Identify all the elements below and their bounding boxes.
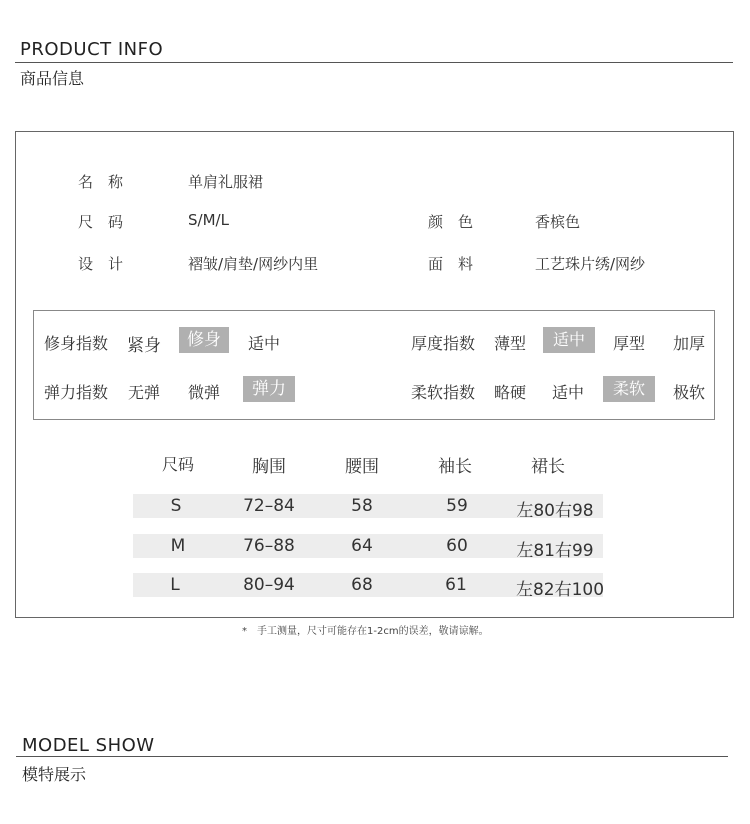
color-label: 颜 色 [428,213,474,231]
table-cell: 58 [351,496,373,516]
table-cell: 64 [351,536,373,556]
fabric-label: 面 料 [428,255,474,273]
table-cell: 72–84 [243,496,295,516]
elasticity-option-slight: 微弹 [188,383,221,402]
table-header-length: 裙长 [531,457,565,477]
table-cell: 60 [446,536,468,556]
fit-label: 修身指数 [44,334,109,353]
fit-option-regular: 适中 [248,334,281,353]
table-header-bust: 胸围 [252,457,286,477]
fit-option-slim-selected: 修身 [179,327,229,353]
table-cell: L [170,575,180,595]
softness-label: 柔软指数 [411,383,476,402]
softness-option-very-soft: 极软 [673,383,706,402]
section-title-en: PRODUCT INFO [20,39,164,60]
table-cell: 59 [446,496,468,516]
table-cell: M [170,536,186,556]
fit-option-tight: 紧身 [127,336,161,356]
name-label: 名 称 [78,173,124,191]
table-cell: 左81右99 [516,541,594,561]
section-divider [15,62,733,63]
table-header-waist: 腰围 [345,457,379,477]
design-value: 褶皱/肩垫/网纱内里 [188,255,319,273]
attribute-index-box [33,310,715,420]
fabric-value: 工艺珠片绣/网纱 [535,255,646,273]
softness-option-medium: 适中 [552,383,585,402]
name-value: 单肩礼服裙 [188,173,264,191]
softness-option-soft-selected: 柔软 [603,376,655,402]
table-cell: 左82右100 [515,580,605,600]
table-cell: 80–94 [243,575,295,595]
section-title-en: MODEL SHOW [22,735,155,756]
table-cell: 76–88 [243,536,295,556]
table-header-sleeve: 袖长 [438,457,472,477]
elasticity-label: 弹力指数 [44,383,109,402]
measurement-note: * 手工测量，尺寸可能存在1-2cm的误差，敬请谅解。 [242,626,489,637]
elasticity-option-none: 无弹 [128,383,161,402]
color-value: 香槟色 [535,213,581,231]
thickness-option-thick: 厚型 [613,334,646,353]
softness-option-firm: 略硬 [494,383,527,402]
thickness-label: 厚度指数 [411,334,476,353]
thickness-option-extra-thick: 加厚 [673,334,706,353]
section-title-zh: 商品信息 [20,69,85,88]
elasticity-option-stretch-selected: 弹力 [243,376,295,402]
thickness-option-medium-selected: 适中 [543,327,595,353]
table-cell: S [170,496,182,516]
size-value: S/M/L [188,211,229,229]
thickness-option-thin: 薄型 [494,334,527,353]
section-divider [16,756,728,757]
section-title-zh: 模特展示 [22,765,87,784]
table-cell: 61 [445,575,467,595]
table-cell: 68 [351,575,373,595]
table-cell: 左80右98 [516,501,594,521]
design-label: 设 计 [78,255,124,273]
table-header-size: 尺码 [161,455,194,474]
size-label: 尺 码 [78,213,124,231]
